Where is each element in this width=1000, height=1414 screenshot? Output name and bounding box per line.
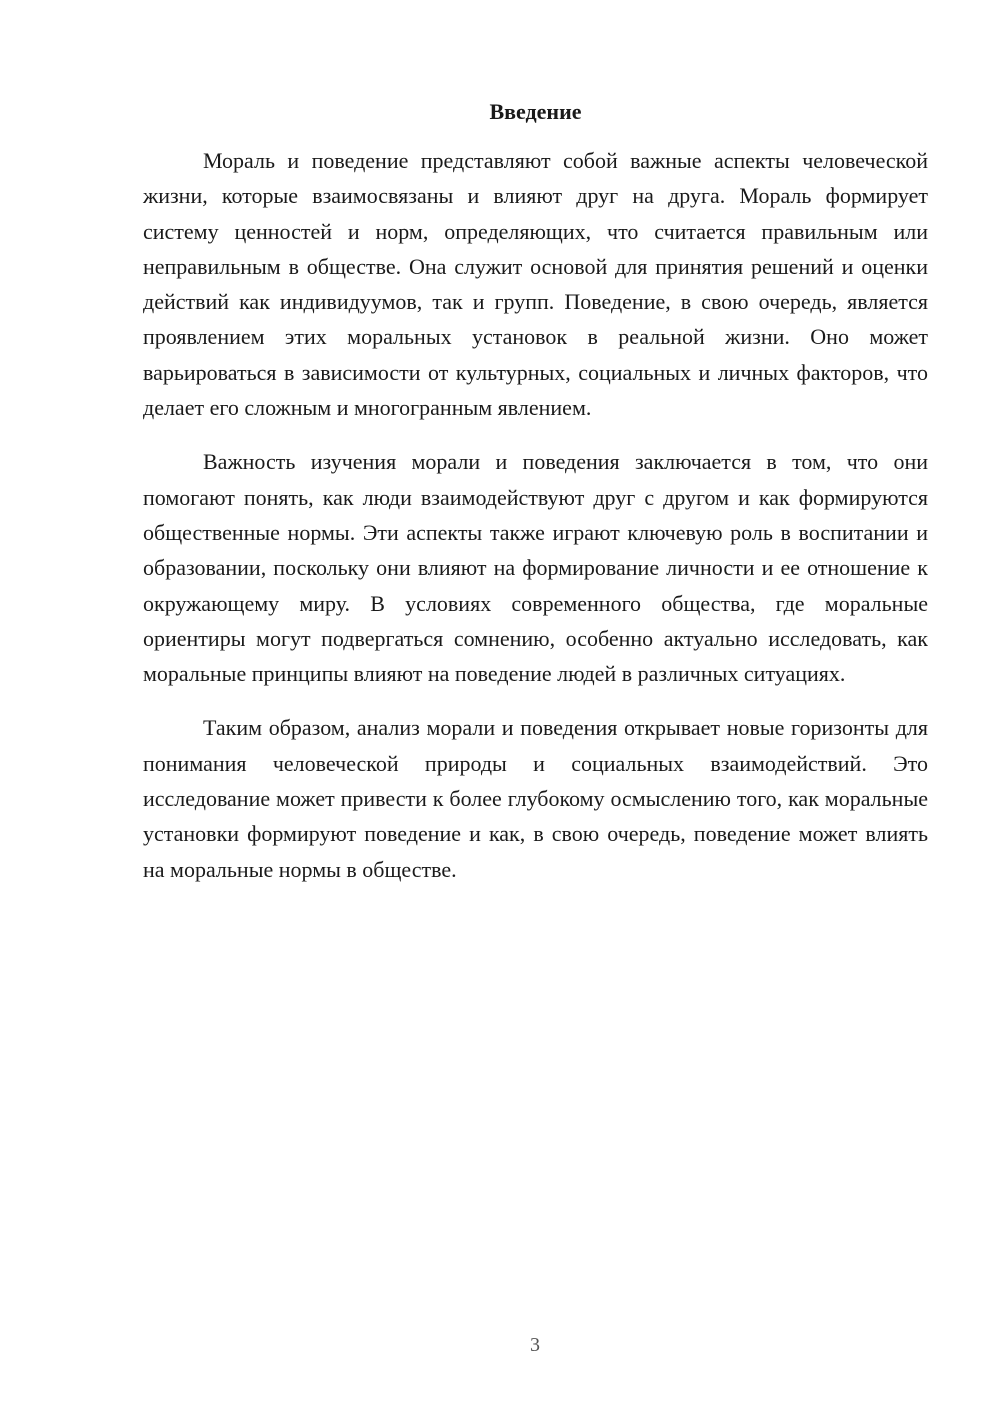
page-title: Введение (489, 99, 582, 124)
page-number: 3 (530, 1334, 540, 1356)
paragraph-2: Важность изучения морали и поведения заключается в том, что они помогают понять, как люди взаимодействуют друг с другом и как формируются общественные нормы. Эти аспекты также играют ключевую роль в воспитании и образовании, поскольку они влияют на формирование личности и ее отношение к окружающему миру. В условиях современного общества, где моральные ориентиры могут подвергаться сомнению, особенно актуально исследовать, как моральные принципы влияют на поведение людей в различных ситуациях. (143, 449, 928, 687)
paragraph-3: Таким образом, анализ морали и поведения открывает новые горизонты для понимания человеческой природы и социальных взаимодействий. Это исследование может привести к более глубокому осмыслению того, как моральные установки формируют поведение и как, в свою очередь, поведение может влиять на моральные нормы в обществе. (143, 715, 928, 882)
paragraph-1: Мораль и поведение представляют собой важные аспекты человеческой жизни, которые взаимосвязаны и влияют друг на друга. Мораль формирует систему ценностей и норм, определяющих, что считается правильным или неправильным в обществе. Она служит основой для принятия решений и оценки действий как индивидуумов, так и групп. Поведение, в свою очередь, является проявлением этих моральных установок в реальной жизни. Оно может варьироваться в зависимости от культурных, социальных и личных факторов, что делает его сложным и многогранным явлением. (143, 148, 928, 421)
document-body (143, 143, 928, 906)
